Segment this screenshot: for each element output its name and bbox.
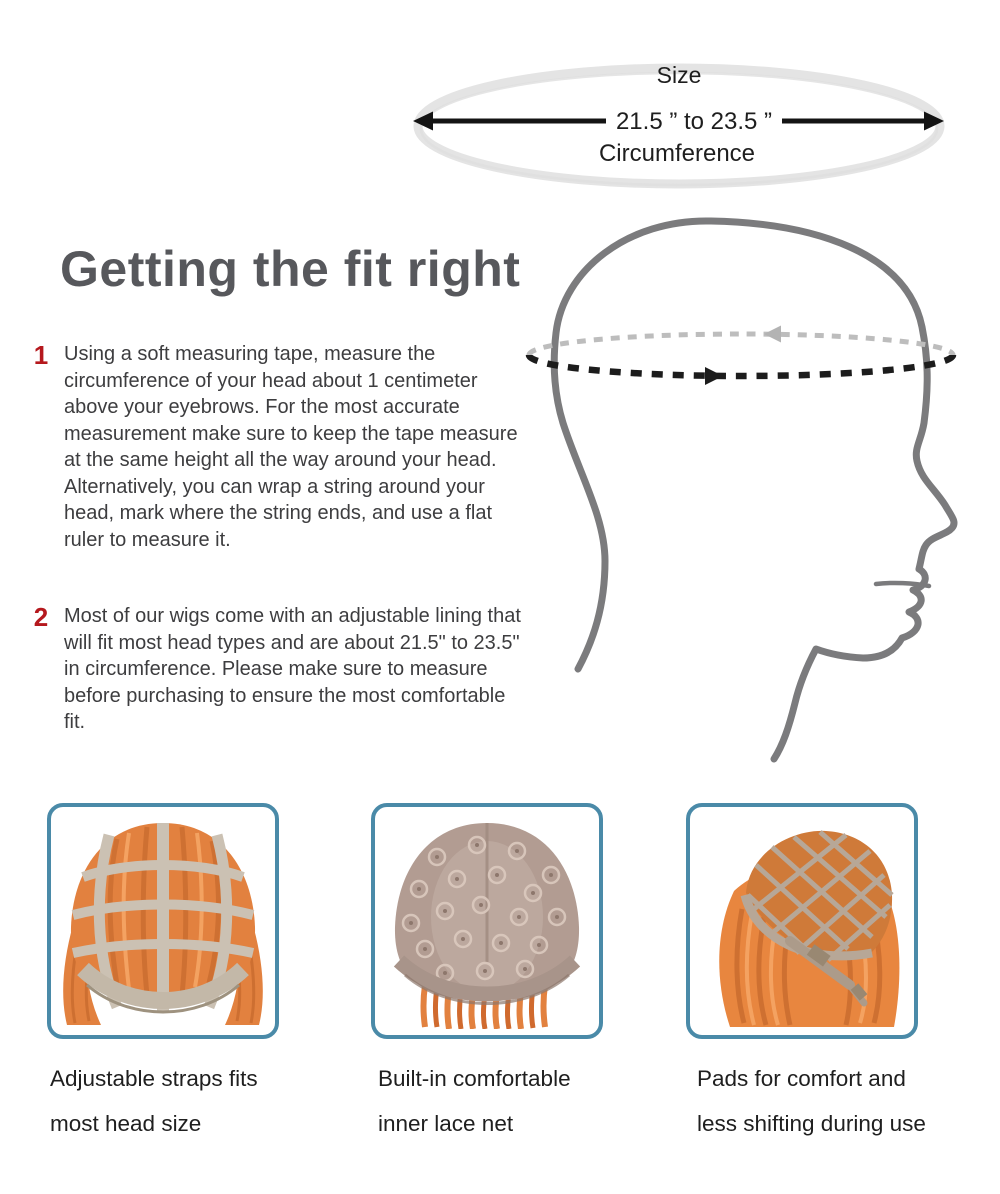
caption-straps-line2: most head size — [50, 1111, 202, 1136]
feature-card-straps — [47, 803, 279, 1039]
measure-line-front — [529, 355, 953, 376]
caption-pads — [697, 1064, 926, 1154]
wig-cap-back-straps-photo — [57, 813, 269, 1029]
size-range-label: 21.5 ” to 23.5 ” — [615, 108, 773, 135]
caption-lace-line1: Built-in comfortable — [378, 1066, 571, 1091]
head-profile-illustration — [515, 205, 995, 805]
caption-pads-line1: Pads for comfort and — [697, 1066, 906, 1091]
size-label: Size — [656, 62, 702, 88]
circumference-label: Circumference — [598, 140, 756, 167]
step-2-text: Most of our wigs come with an adjustable lining that will fit most head types and are about 21.5" to 23.5" in circumference. Please make sure to measure before purchasing to ensure the most comfortable fit. — [64, 605, 521, 733]
wig-cap-inner-lace-photo — [381, 813, 593, 1029]
caption-pads-line2: less shifting during use — [697, 1111, 926, 1136]
step-2 — [30, 603, 522, 736]
step-1 — [30, 341, 522, 553]
measure-arrow-right-icon — [705, 367, 723, 385]
feature-card-pads — [686, 803, 918, 1039]
caption-straps-line1: Adjustable straps fits — [50, 1066, 258, 1091]
caption-straps — [50, 1064, 258, 1154]
mouth-line — [876, 583, 929, 586]
measure-line-back — [529, 334, 953, 355]
step-1-text: Using a soft measuring tape, measure the circumference of your head about 1 centimeter above your eyebrows. For the most accurate measurement make sure to keep the tape measure at the same height all the way around your head. Alternatively, you can wrap a string around your head, mark where the string ends, and use a flat ruler to measure it. — [64, 343, 518, 551]
wig-cap-side-pads-photo — [696, 813, 908, 1029]
feature-card-lace — [371, 803, 603, 1039]
head-outline — [554, 221, 954, 759]
step-2-number: 2 — [33, 602, 49, 632]
caption-lace-line2: inner lace net — [378, 1111, 514, 1136]
step-1-number: 1 — [33, 340, 49, 370]
page-title: Getting the fit right — [60, 241, 521, 297]
measure-arrow-left-icon — [764, 326, 781, 343]
caption-lace — [378, 1064, 571, 1154]
